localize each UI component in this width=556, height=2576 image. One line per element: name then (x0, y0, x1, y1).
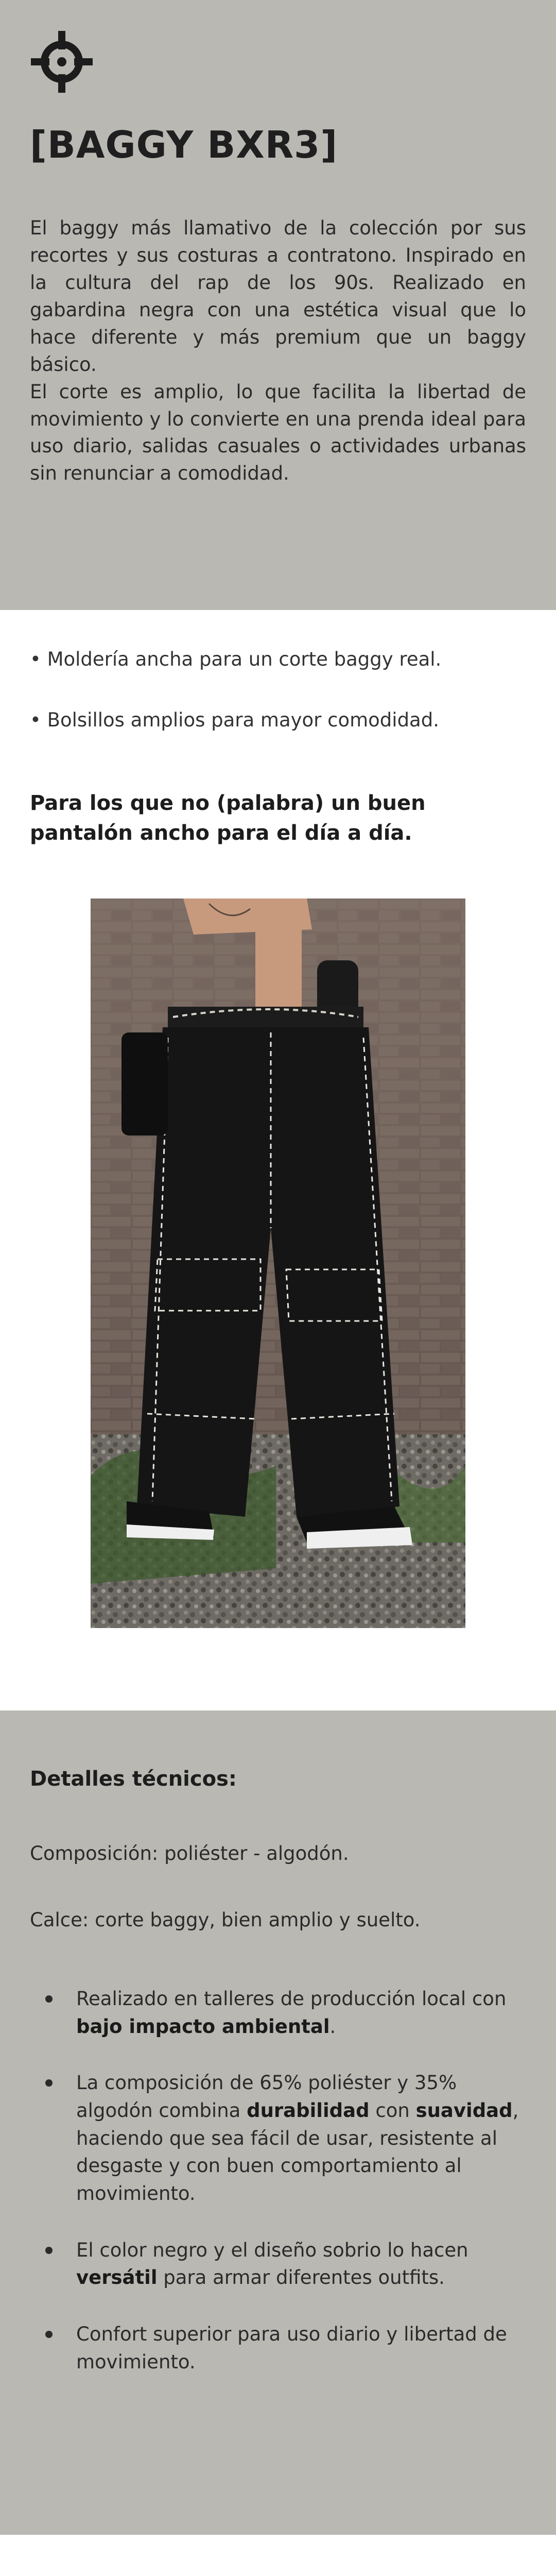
feature-list (0, 610, 556, 734)
technical-bullet (30, 2236, 526, 2292)
size-table-section (0, 2535, 556, 2576)
tagline: Para los que no (palabra) un buen pantalón ancho para el día a día. (30, 791, 426, 845)
technical-details-heading: Detalles técnicos: (30, 1767, 237, 1791)
technical-bullet (30, 2069, 526, 2207)
bullet-text: , haciendo que sea fácil de usar, resistente al desgaste y con buen comportamiento al movimiento. (76, 2099, 519, 2205)
product-photo-container (0, 899, 556, 1628)
bullet-text: El color negro y el diseño sobrio lo hacen (76, 2239, 468, 2261)
fit-text: Calce: corte baggy, bien amplio y suelto. (30, 1909, 421, 1931)
bullet-text: Confort superior para uso diario y libertad de movimiento. (76, 2323, 507, 2373)
feature-item: • Moldería ancha para un corte baggy real. (30, 648, 442, 670)
crosshair-logo-icon (30, 30, 94, 94)
composition-text: Composición: poliéster - algodón. (30, 1842, 349, 1865)
technical-bullet (30, 1985, 526, 2040)
product-header-section (0, 0, 556, 610)
bullet-text: La composición de 65% poliéster y 35% algodón combina (76, 2072, 457, 2122)
description-paragraph: El corte es amplio, lo que facilita la libertad de movimiento y lo convierte en una prenda ideal para uso diario, salidas casuales o actividades urbanas sin renunciar a comodidad. (30, 380, 526, 485)
bullet-emphasis: durabilidad (247, 2099, 370, 2122)
product-title: [BAGGY BXR3] (30, 123, 338, 166)
technical-details-section (0, 1710, 556, 2535)
bullet-text: . (329, 2015, 336, 2038)
feature-item: • Bolsillos amplios para mayor comodidad. (30, 708, 439, 731)
bullet-emphasis: bajo impacto ambiental (76, 2015, 330, 2038)
bullet-emphasis: versátil (76, 2266, 158, 2289)
product-description (30, 215, 526, 487)
technical-bullet-list (30, 1985, 526, 2376)
product-photo (91, 899, 465, 1628)
bullet-text: para armar diferentes outfits. (157, 2266, 445, 2289)
description-paragraph: El baggy más llamativo de la colección por sus recortes y sus costuras a contratono. Inspirado en la cultura del rap de los 90s. Realizado en gabardina negra con una estética visual que lo hace diferente y más premium que un baggy básico. (30, 217, 526, 376)
technical-bullet (30, 2320, 526, 2376)
bullet-text: con (369, 2099, 416, 2122)
bullet-emphasis: suavidad (415, 2099, 513, 2122)
bullet-text: Realizado en talleres de producción local con (76, 1988, 507, 2010)
